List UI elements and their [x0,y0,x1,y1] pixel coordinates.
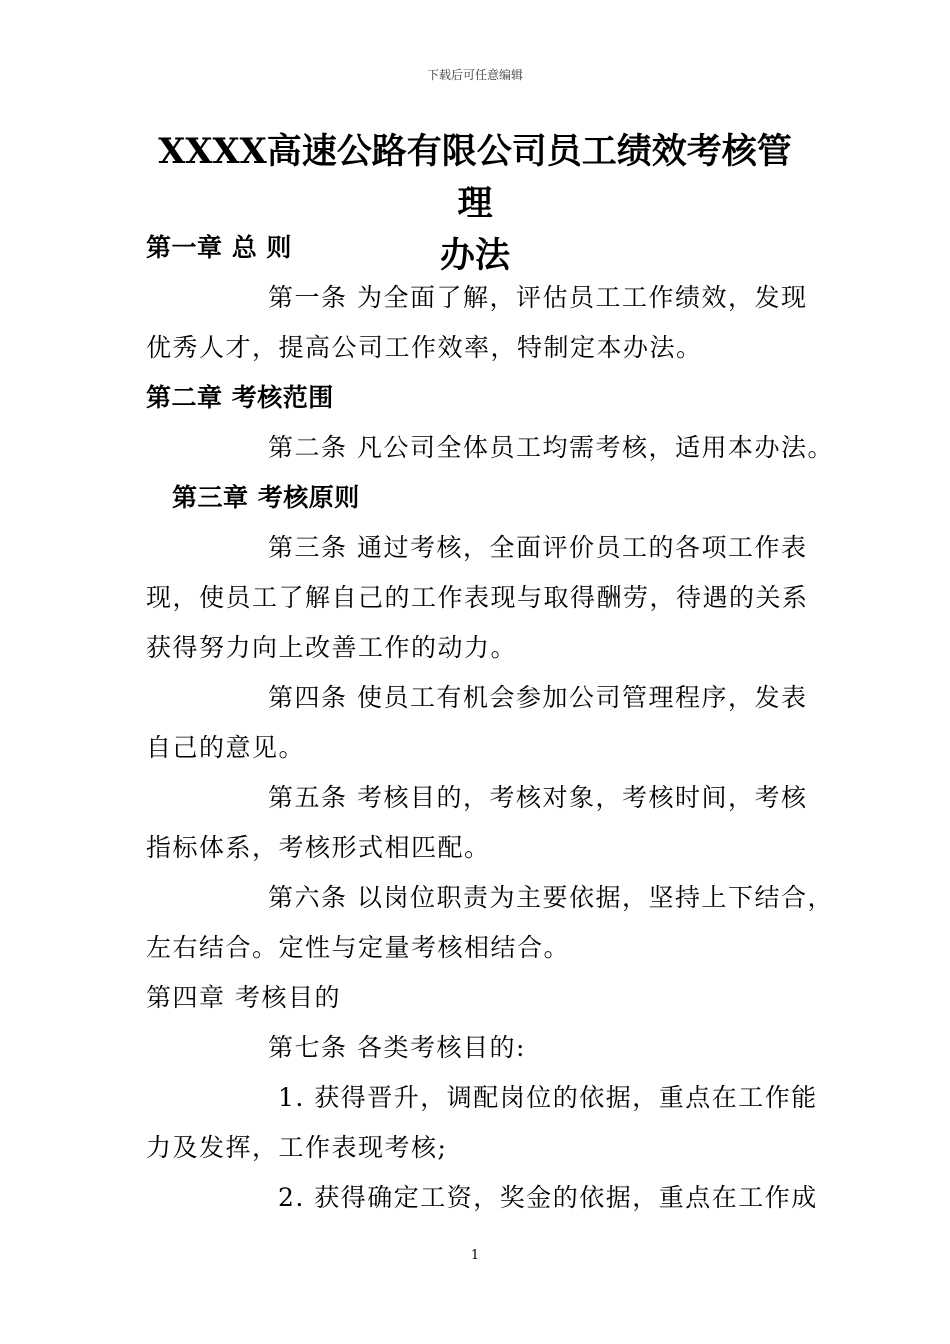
article-6-line-1: 第六条 以岗位职责为主要依据，坚持上下结合， [268,883,834,912]
title-line-2: 办法 [439,235,510,276]
article-7-line-1: 第七条 各类考核目的: [268,1033,526,1062]
article-2-line-1: 第二条 凡公司全体员工均需考核，适用本办法。 [268,433,834,462]
header-note: 下载后可任意编辑 [426,68,523,82]
title-line-1: XXXX高速公路有限公司员工绩效考核管理 [158,131,792,224]
article-5-line-2: 指标体系，考核形式相匹配。 [146,833,491,862]
item-1-line-2: 力及发挥，工作表现考核; [146,1133,448,1162]
article-4-line-2: 自己的意见。 [146,733,306,762]
chapter-1-heading: 第一章 总 则 [146,233,292,262]
article-3-line-3: 获得努力向上改善工作的动力。 [146,633,518,662]
chapter-4-heading: 第四章 考核目的 [146,983,341,1012]
article-3-line-1: 第三条 通过考核，全面评价员工的各项工作表 [268,533,808,562]
article-6-line-2: 左右结合。定性与定量考核相结合。 [146,933,571,962]
article-1-line-2: 优秀人才，提高公司工作效率，特制定本办法。 [146,333,703,362]
article-1-line-1: 第一条 为全面了解，评估员工工作绩效，发现 [268,283,808,312]
item-1-line-1: 1. 获得晋升，调配岗位的依据，重点在工作能 [278,1083,818,1112]
article-4-line-1: 第四条 使员工有机会参加公司管理程序，发表 [268,683,808,712]
chapter-2-heading: 第二章 考核范围 [146,383,334,412]
article-5-line-1: 第五条 考核目的，考核对象，考核时间，考核 [268,783,808,812]
item-2-line-1: 2. 获得确定工资，奖金的依据，重点在工作成 [278,1183,818,1212]
chapter-3-heading: 第三章 考核原则 [172,483,360,512]
article-3-line-2: 现，使员工了解自己的工作表现与取得酬劳，待遇的关系 [146,583,809,612]
page-number: 1 [470,1248,480,1263]
